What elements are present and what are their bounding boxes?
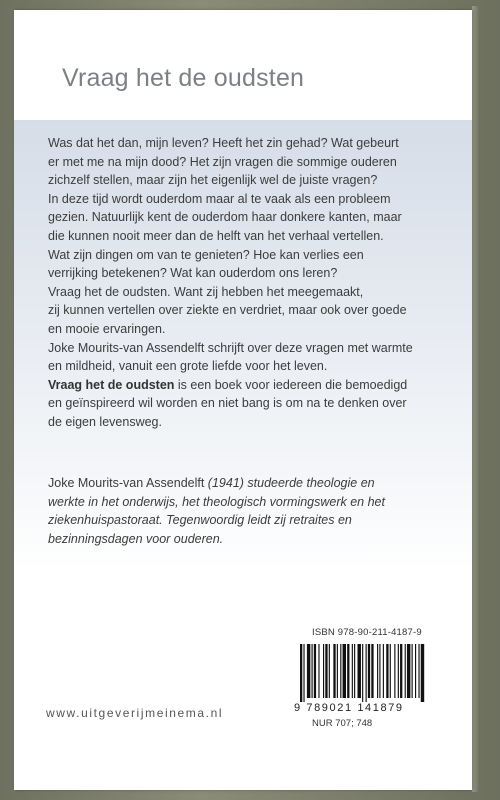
barcode-bar xyxy=(358,644,361,698)
bio-text: (1941) studeerde theologie en xyxy=(204,476,375,490)
closing-text: is een boek voor iedereen die bemoedigd xyxy=(174,377,408,392)
barcode-bar xyxy=(400,644,402,698)
blurb-line: In deze tijd wordt ouderdom maar al te vaak als een probleem xyxy=(48,191,391,206)
cover-edge xyxy=(472,6,480,792)
blurb-line: die kunnen nooit meer dan de helft van het verhaal vertellen. xyxy=(48,228,384,243)
barcode-bar xyxy=(383,644,384,698)
bio-line: ziekenhuispastoraat. Tegenwoordig leidt zij retraites en xyxy=(48,513,352,528)
barcode-bar xyxy=(303,644,304,702)
blurb-line: Vraag het de oudsten. Want zij hebben het meegemaakt, xyxy=(48,284,364,299)
blurb-line: Was dat het dan, mijn leven? Heeft het zin gehad? Wat gebeurt xyxy=(48,136,399,150)
barcode-bar xyxy=(421,644,424,702)
barcode-bar xyxy=(371,644,373,698)
barcode-bar xyxy=(343,644,346,698)
blurb-line: zij kunnen vertellen over ziekte en verdriet, maar ook over goede xyxy=(48,303,407,318)
blurb-text xyxy=(48,134,468,432)
blurb-line: en mildheid, vanuit een grote liefde voor het leven. xyxy=(48,359,328,374)
barcode-bar xyxy=(418,644,419,698)
barcode-bar xyxy=(412,644,413,698)
barcode-bar xyxy=(329,644,330,698)
bio-line xyxy=(48,474,468,493)
barcode-bar xyxy=(325,644,327,698)
ean-digits: 9 789021 141879 xyxy=(294,702,404,714)
barcode-bar xyxy=(323,644,324,698)
barcode-bar xyxy=(386,644,388,698)
publisher-website: www.uitgeverijmeinema.nl xyxy=(46,706,224,720)
barcode-bar xyxy=(354,644,355,698)
barcode-bar xyxy=(390,644,391,698)
barcode-bar xyxy=(312,644,313,698)
barcode-bar xyxy=(362,644,363,702)
bio-line: werkte in het onderwijs, het theologisch vormingswerk en het xyxy=(48,494,385,509)
barcode-bar xyxy=(352,644,353,698)
closing-line: de eigen levensweg. xyxy=(48,414,162,429)
barcode-image xyxy=(296,644,466,702)
barcode-bar xyxy=(314,644,316,698)
closing-line xyxy=(48,376,468,395)
barcode-bar xyxy=(377,644,378,698)
nur-code: NUR 707; 748 xyxy=(312,718,373,729)
bio-line: bezinningsdagen voor ouderen. xyxy=(48,531,224,546)
blurb-line: er met me na mijn dood? Het zijn vragen die sommige ouderen xyxy=(48,154,397,169)
barcode-bar xyxy=(398,644,399,698)
closing-book-title: Vraag het de oudsten xyxy=(48,377,175,392)
barcode-bar xyxy=(307,644,310,698)
barcode-bar xyxy=(340,644,341,698)
barcode-bar xyxy=(366,644,367,702)
blurb-line: verrijking betekenen? Wat kan ouderdom ons leren? xyxy=(48,266,338,281)
blurb-line: zichzelf stellen, maar zijn het eigenlijk wel de juiste vragen? xyxy=(48,173,378,188)
closing-line: en geïnspireerd wil worden en niet bang is om na te denken over xyxy=(48,396,407,411)
barcode-bar xyxy=(379,644,380,698)
author-bio xyxy=(48,474,468,548)
blurb-line: en mooie ervaringen. xyxy=(48,321,166,336)
barcode-bar xyxy=(300,644,302,702)
barcode-bar xyxy=(407,644,410,698)
blurb-line: Wat zijn dingen om van te genieten? Hoe kan verlies een xyxy=(48,247,364,262)
barcode-bar xyxy=(318,644,319,698)
barcode-bar xyxy=(368,644,370,698)
blurb-line: gezien. Natuurlijk kent de ouderdom haar donkere kanten, maar xyxy=(48,210,402,225)
barcode-bar xyxy=(347,644,349,698)
barcode-bar xyxy=(337,644,338,698)
author-name: Joke Mourits-van Assendelft xyxy=(48,476,205,490)
barcode-bar xyxy=(394,644,395,698)
barcode-bar xyxy=(333,644,335,698)
isbn-label: ISBN 978-90-211-4187-9 xyxy=(312,627,422,638)
barcode-bar xyxy=(405,644,406,698)
barcode-bar xyxy=(415,644,416,698)
blurb-line: Joke Mourits-van Assendelft schrijft over deze vragen met warmte xyxy=(48,340,413,355)
book-title: Vraag het de oudsten xyxy=(62,64,305,92)
